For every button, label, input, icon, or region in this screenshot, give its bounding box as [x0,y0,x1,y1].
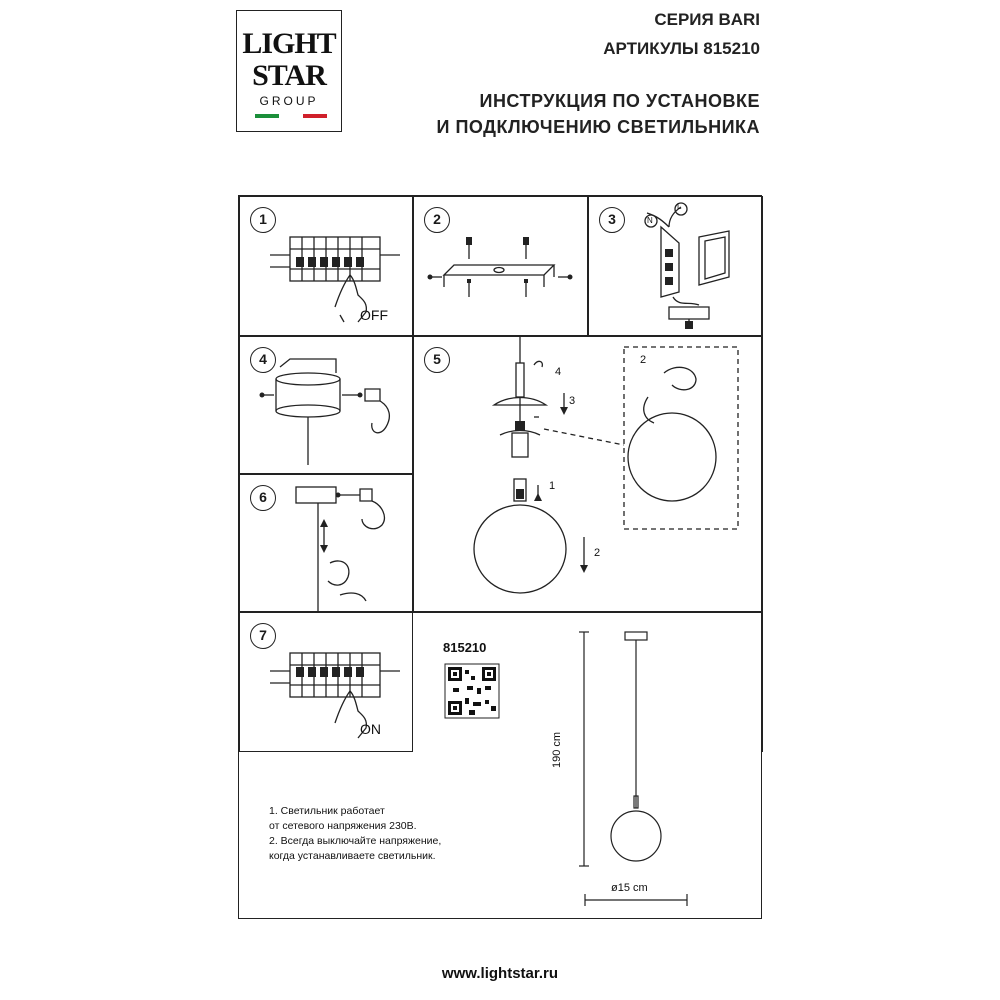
height-dimension: 190 cm [551,731,563,768]
wire-label-l: L [677,202,682,211]
product-code: 815210 [443,640,487,655]
step-5-label-1: 1 [549,480,556,492]
qr-code [445,664,499,718]
on-caption: ON [360,721,381,737]
step-5-detail-label: 2 [640,354,647,366]
italian-flag-stripe [255,114,327,118]
instruction-title-line2: И ПОДКЛЮЧЕНИЮ СВЕТИЛЬНИКА [436,117,760,137]
note-line-1: 1. Светильник работает [269,805,385,817]
note-line-4: когда устанавливаете светильник. [269,850,436,862]
step-4-number: 4 [250,347,276,373]
step-5-label-2: 2 [594,547,601,559]
series-title: СЕРИЯ BARI [654,10,760,29]
step-7-number: 7 [250,623,276,649]
note-line-2: от сетевого напряжения 230В. [269,820,417,832]
flag-white [279,114,303,118]
logo-word-light: LIGHT [242,27,336,60]
step-6-number: 6 [250,485,276,511]
step-2-number: 2 [424,207,450,233]
instruction-title-line1: ИНСТРУКЦИЯ ПО УСТАНОВКЕ [479,91,760,111]
logo-word-star: STAR [252,59,326,92]
step-5-label-3: 3 [569,395,576,407]
notes-block [269,804,441,864]
diameter-dimension: ø15 cm [611,882,648,894]
instruction-grid [238,195,762,919]
flag-green [255,114,279,118]
step-5-number: 5 [424,347,450,373]
website-url[interactable]: www.lightstar.ru [441,965,559,982]
step-3-number: 3 [599,207,625,233]
wire-label-n: N [647,216,653,225]
article-number: АРТИКУЛЫ 815210 [603,39,760,58]
step-5-label-4: 4 [555,366,562,378]
note-line-3: 2. Всегда выключайте напряжение, [269,835,442,847]
logo-word-group: GROUP [259,94,319,108]
step-1-number: 1 [250,207,276,233]
brand-logo [236,10,342,132]
pendant-dimension-drawing [579,632,687,906]
off-caption: OFF [360,307,388,323]
flag-red [303,114,327,118]
